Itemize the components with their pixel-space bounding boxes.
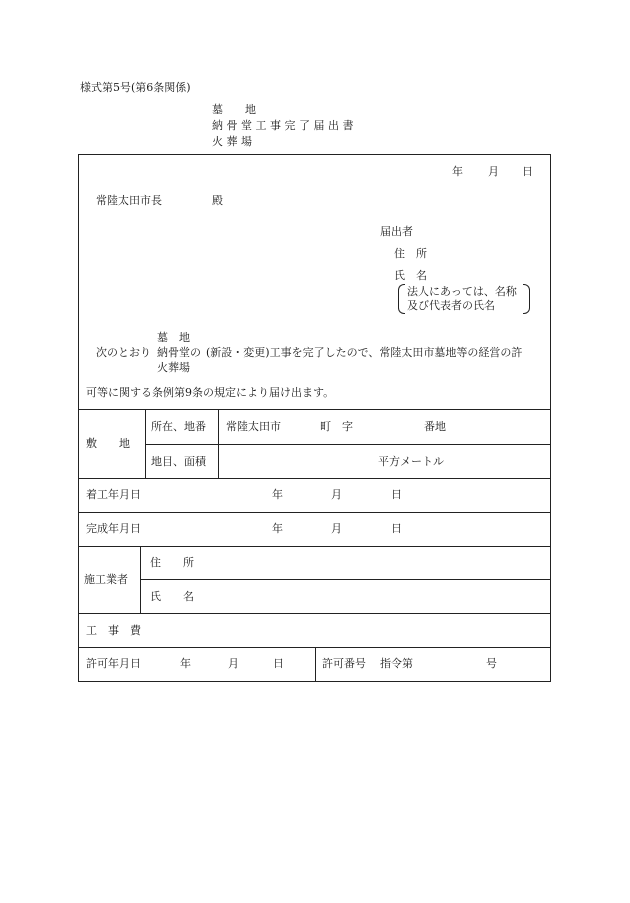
site-location-town: 町 字 (320, 420, 353, 433)
start-year: 年 (272, 488, 283, 501)
corp-note-line1: 法人にあっては、名称 (407, 285, 517, 298)
completion-month: 月 (331, 522, 342, 535)
title-line-cemetery: 墓 地 (212, 103, 256, 116)
header-year: 年 (452, 165, 463, 178)
permit-year: 年 (180, 657, 191, 670)
header-day: 日 (522, 165, 533, 178)
start-day: 日 (391, 488, 402, 501)
start-date-label: 着工年月日 (86, 488, 141, 501)
header-month: 月 (488, 165, 499, 178)
site-location-city: 常陸太田市 (226, 420, 281, 433)
addressee: 常陸太田市長 (96, 194, 162, 207)
contractor-address-label: 住 所 (150, 556, 194, 569)
site-area-unit: 平方メートル (378, 455, 444, 468)
completion-date-label: 完成年月日 (86, 522, 141, 535)
contractor-label: 施工業者 (84, 573, 128, 586)
contractor-name-label: 氏 名 (150, 590, 194, 603)
completion-day: 日 (391, 522, 402, 535)
start-month: 月 (331, 488, 342, 501)
permit-number-label: 許可番号 (322, 657, 366, 670)
site-category-label: 地目、面積 (151, 455, 206, 468)
notifier-name-label: 氏 名 (394, 269, 427, 282)
notifier-address-label: 住 所 (394, 247, 427, 260)
notifier-label: 届出者 (380, 225, 413, 238)
page-title: 納 骨 堂 工 事 完 了 届 出 書 (212, 119, 354, 132)
body-suffix: (新設・変更)工事を完了したので、常陸太田市墓地等の経営の許 (206, 346, 523, 359)
corp-note-line2: 及び代表者の氏名 (407, 299, 495, 312)
permit-day: 日 (273, 657, 284, 670)
permit-directive: 指令第 (380, 657, 413, 670)
body-line2: 可等に関する条例第9条の規定により届け出ます。 (86, 386, 335, 399)
permit-month: 月 (228, 657, 239, 670)
body-stack-crematorium: 火葬場 (157, 361, 190, 374)
title-line-crematorium: 火 葬 場 (212, 135, 252, 148)
cost-label: 工 事 費 (86, 624, 141, 637)
body-stack-cemetery: 墓 地 (157, 331, 190, 344)
site-location-label: 所在、地番 (151, 420, 206, 433)
honorific: 殿 (212, 194, 223, 207)
form-number: 様式第5号(第6条関係) (80, 81, 191, 94)
site-location-banchi: 番地 (424, 420, 446, 433)
body-prefix: 次のとおり (96, 346, 151, 359)
site-label: 敷 地 (86, 437, 130, 450)
body-stack-ossuary: 納骨堂の (157, 346, 201, 359)
permit-number-suffix: 号 (486, 657, 497, 670)
permit-date-label: 許可年月日 (86, 657, 141, 670)
completion-year: 年 (272, 522, 283, 535)
